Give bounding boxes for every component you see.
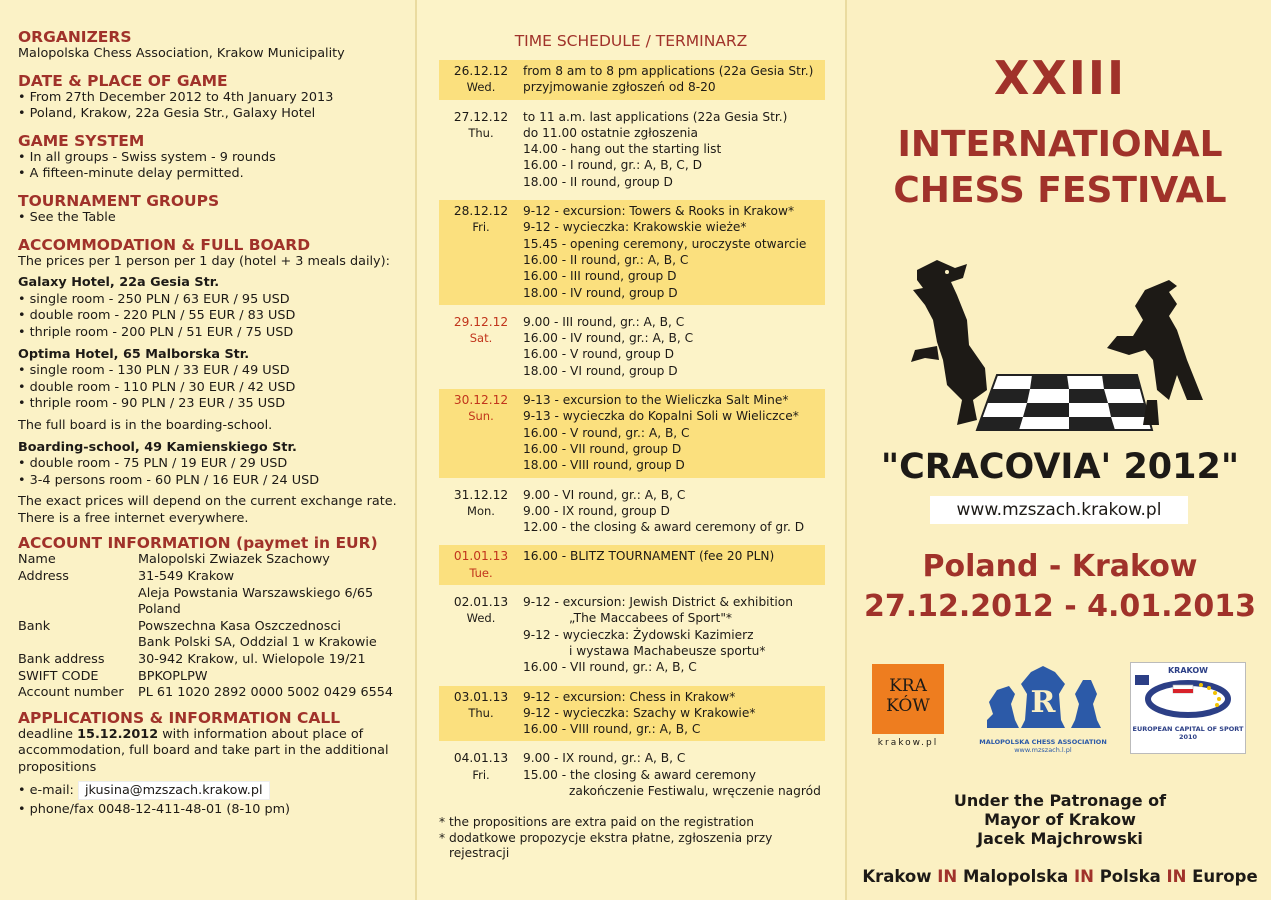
account-table (18, 552, 397, 701)
dates-text: 27.12.2012 - 4.01.2013 (863, 589, 1257, 624)
email-link[interactable]: jkusina@mzszach.krakow.pl (78, 781, 270, 800)
schedule-list (417, 60, 845, 803)
account-value: Powszechna Kasa Oszczednosci Bank Polski SA, Oddzial 1 w Krakowie (138, 618, 377, 651)
schedule-day (439, 686, 825, 742)
schedule-events (523, 594, 825, 675)
account-key: Bank (18, 618, 51, 634)
price-item: • double room - 110 PLN / 30 EUR / 42 USD (18, 380, 397, 397)
account-heading: ACCOUNT INFORMATION (paymet in EUR) (18, 534, 378, 553)
chessboard (977, 375, 1152, 430)
dragon-chessboard-illustration (907, 250, 1207, 435)
event-line: 9-13 - excursion to the Wieliczka Salt Mine* (523, 393, 789, 408)
edition-title: "CRACOVIA' 2012" (880, 447, 1240, 487)
website-link[interactable]: www.mzszach.krakow.pl (930, 496, 1188, 524)
schedule-date (439, 594, 523, 675)
event-line: 16.00 - II round, gr.: A, B, C (523, 252, 689, 267)
event-line: 18.00 - IV round, group D (523, 285, 678, 300)
delay-item: • A fifteen-minute delay permitted. (18, 166, 397, 183)
account-key: Address (18, 569, 69, 585)
european-capital-of-sport-logo: KRAKOW EUROPEAN CAPITAL OF SPORT 2010 (1130, 662, 1246, 754)
date-place-heading: DATE & PLACE OF GAME (18, 71, 228, 90)
weekday-value: Fri. (472, 220, 490, 235)
eu-stars-emblem (1131, 675, 1245, 721)
price-item: • thriple room - 200 PLN / 51 EUR / 75 USD (18, 325, 397, 342)
date-value: 04.01.13 (453, 751, 509, 766)
applications-heading: APPLICATIONS & INFORMATION CALL (18, 708, 341, 727)
account-key: Bank address (18, 652, 105, 668)
schedule-events (523, 314, 825, 379)
festival-number: XXIII (993, 51, 1127, 105)
account-section (18, 534, 397, 701)
accommodation-intro: The prices per 1 person per 1 day (hotel + 3 meals daily): (18, 253, 390, 269)
schedule-title: TIME SCHEDULE / TERMINARZ (514, 32, 748, 50)
price-item: • double room - 75 PLN / 19 EUR / 29 USD (18, 456, 397, 473)
schedule-date (439, 314, 523, 379)
price-item: • thriple room - 90 PLN / 23 EUR / 35 USD (18, 396, 397, 413)
account-value: 31-549 Krakow Aleja Powstania Warszawskiego 6/65 Poland (138, 569, 374, 618)
applications-section (18, 709, 397, 819)
chess-association-logo: R MALOPOLSKA CHESS ASSOCIATION www.mzszach.l.pl (975, 664, 1111, 752)
schedule-day (439, 591, 825, 679)
location-text: Poland - Krakow (922, 549, 1198, 584)
schedule-events (523, 392, 825, 473)
motto-word: IN (1073, 867, 1094, 886)
date-place-section (18, 72, 397, 123)
phone-item: • phone/fax 0048-12-411-48-01 (8-10 pm) (18, 802, 397, 819)
schedule-notes (439, 815, 825, 862)
game-system-section (18, 132, 397, 183)
event-line: do 11.00 ostatnie zgłoszenia (523, 125, 699, 140)
date-value: 03.01.13 (453, 689, 509, 704)
motto-word: Krakow (862, 867, 932, 886)
event-line: 18.00 - VI round, group D (523, 363, 678, 378)
schedule-events (523, 689, 825, 738)
date-value: 01.01.13 (453, 549, 509, 564)
groups-item: • See the Table (18, 210, 397, 227)
schedule-events (523, 548, 825, 581)
schedule-day (439, 389, 825, 477)
weekday-value: Wed. (466, 611, 496, 626)
date-value: 31.12.12 (453, 487, 509, 502)
event-line: 15.00 - the closing & award ceremony (523, 767, 756, 782)
event-line: 16.00 - VII round, gr.: A, B, C (523, 660, 697, 675)
motto-word: IN (1166, 867, 1187, 886)
schedule-events (523, 109, 825, 190)
schedule-date (439, 109, 523, 190)
schedule-day (439, 200, 825, 305)
event-line: przyjmowanie zgłoszeń od 8-20 (523, 80, 716, 95)
boarding-school-name: Boarding-school, 49 Kamienskiego Str. (18, 439, 297, 455)
account-key: Name (18, 552, 56, 568)
cover-panel (845, 0, 1271, 900)
schedule-day (439, 311, 825, 383)
weekday-value: Tue. (469, 565, 493, 580)
event-line: zakończenie Festiwalu, wręczenie nagród (569, 783, 821, 798)
event-line: 16.00 - V round, gr.: A, B, C (523, 425, 690, 440)
event-line: to 11 a.m. last applications (22a Gesia Str.) (523, 109, 788, 124)
info-panel (0, 0, 415, 900)
account-value: 30-942 Krakow, ul. Wielopole 19/21 (138, 652, 366, 668)
accommodation-heading: ACCOMMODATION & FULL BOARD (18, 235, 311, 254)
event-line: 16.00 - V round, group D (523, 347, 675, 362)
date-value: 28.12.12 (453, 204, 509, 219)
festival-title-line2: CHESS FESTIVAL (893, 170, 1227, 211)
event-line: 18.00 - VIII round, group D (523, 458, 685, 473)
event-line: 16.00 - BLITZ TOURNAMENT (fee 20 PLN) (523, 549, 775, 564)
account-value: PL 61 1020 2892 0000 5002 0429 6554 (138, 685, 394, 701)
event-line: „The Maccabees of Sport"* (569, 611, 733, 626)
schedule-events (523, 750, 825, 799)
event-line: 9-12 - wycieczka: Krakowskie wieże* (523, 220, 747, 235)
weekday-value: Fri. (472, 767, 490, 782)
motto-word: Polska (1099, 867, 1161, 886)
note-pl: * dodatkowe propozycje ekstra płatne, zgłoszenia przy rejestracji (439, 830, 773, 861)
event-line: 16.00 - III round, group D (523, 269, 677, 284)
fullboard-note: The full board is in the boarding-school. (18, 417, 273, 433)
date-value: 27.12.12 (453, 109, 509, 124)
svg-text:R: R (1030, 685, 1056, 720)
motto-word: Malopolska (962, 867, 1069, 886)
account-key: Account number (18, 685, 124, 701)
event-line: 9-12 - excursion: Chess in Krakow* (523, 689, 736, 704)
schedule-day (439, 747, 825, 803)
weekday-value: Thu. (468, 125, 494, 140)
event-line: 16.00 - VII round, group D (523, 441, 682, 456)
weekday-value: Mon. (467, 503, 495, 518)
schedule-day (439, 545, 825, 585)
schedule-day (439, 60, 825, 100)
note-en: * the propositions are extra paid on the registration (439, 815, 754, 830)
organizers-text: Malopolska Chess Association, Krakow Municipality (18, 46, 345, 61)
event-line: i wystawa Machabeusze sportu* (569, 643, 766, 658)
schedule-events (523, 487, 825, 536)
price-item: • single room - 130 PLN / 33 EUR / 49 USD (18, 363, 397, 380)
event-line: 9-13 - wycieczka do Kopalni Soli w Wieliczce* (523, 409, 799, 424)
account-value: Malopolski Zwiazek Szachowy (138, 552, 330, 568)
accommodation-section (18, 236, 397, 528)
motto-word: Europe (1192, 867, 1258, 886)
schedule-date (439, 548, 523, 581)
organizers-heading: ORGANIZERS (18, 28, 132, 46)
account-value: BPKOPLPW (138, 668, 208, 684)
event-line: 12.00 - the closing & award ceremony of gr. D (523, 520, 805, 535)
email-item: • e-mail: jkusina@mzszach.krakow.pl (18, 783, 397, 800)
price-item: • single room - 250 PLN / 63 EUR / 95 USD (18, 292, 397, 309)
deadline-text: deadline 15.12.2012 with information about place of accommodation, full board and take part in the additional propositions (18, 726, 389, 775)
place-item: • Poland, Krakow, 22a Gesia Str., Galaxy Hotel (18, 106, 397, 123)
price-item: • 3-4 persons room - 60 PLN / 16 EUR / 24 USD (18, 473, 397, 490)
schedule-date (439, 203, 523, 301)
event-line: from 8 am to 8 pm applications (22a Gesia Str.) (523, 64, 814, 78)
event-line: 9.00 - IX round, gr.: A, B, C (523, 751, 686, 766)
schedule-date (439, 63, 523, 96)
event-line: 16.00 - IV round, gr.: A, B, C (523, 331, 694, 346)
exchange-note: The exact prices will depend on the current exchange rate. There is a free internet everywhere. (18, 494, 397, 526)
weekday-value: Wed. (466, 80, 496, 95)
groups-heading: TOURNAMENT GROUPS (18, 191, 220, 210)
festival-title-line1: INTERNATIONAL (897, 124, 1223, 165)
schedule-panel (415, 0, 845, 900)
date-value: 29.12.12 (453, 314, 509, 329)
schedule-events (523, 63, 825, 96)
groups-section (18, 192, 397, 227)
dragon-left (911, 260, 987, 425)
weekday-value: Sun. (468, 409, 494, 424)
patronage-line: Mayor of Krakow (984, 810, 1136, 829)
date-item: • From 27th December 2012 to 4th January 2013 (18, 90, 397, 107)
event-line: 18.00 - II round, group D (523, 174, 673, 189)
schedule-day (439, 484, 825, 540)
weekday-value: Sat. (469, 331, 493, 346)
account-key: SWIFT CODE (18, 668, 99, 684)
schedule-events (523, 203, 825, 301)
patronage-line: Under the Patronage of (953, 791, 1167, 810)
schedule-date (439, 392, 523, 473)
date-value: 26.12.12 (453, 64, 509, 78)
date-value: 30.12.12 (453, 393, 509, 408)
event-line: 9-12 - excursion: Jewish District & exhibition (523, 595, 793, 610)
date-value: 02.01.13 (453, 595, 509, 610)
schedule-date (439, 750, 523, 799)
chess-pieces-emblem (975, 664, 1111, 732)
event-line: 9-12 - wycieczka: Szachy w Krakowie* (523, 705, 756, 720)
weekday-value: Thu. (468, 705, 494, 720)
system-item: • In all groups - Swiss system - 9 rounds (18, 150, 397, 167)
event-line: 9-12 - wycieczka: Żydowski Kazimierz (523, 627, 754, 642)
event-line: 9.00 - III round, gr.: A, B, C (523, 314, 685, 329)
event-line: 9.00 - IX round, group D (523, 503, 670, 518)
motto-word: IN (937, 867, 958, 886)
galaxy-hotel-name: Galaxy Hotel, 22a Gesia Str. (18, 275, 220, 291)
event-line: 9.00 - VI round, gr.: A, B, C (523, 487, 686, 502)
patronage-line: Jacek Majchrowski (977, 829, 1143, 848)
event-line: 9-12 - excursion: Towers & Rooks in Krakow* (523, 204, 795, 219)
event-line: 15.45 - opening ceremony, uroczyste otwarcie (523, 236, 807, 251)
krakow-logo: KRA KÓW krakow.pl (869, 664, 947, 752)
event-line: 16.00 - VIII round, gr.: A, B, C (523, 722, 701, 737)
game-system-heading: GAME SYSTEM (18, 131, 145, 150)
organizers-section (18, 28, 397, 63)
motto-line (847, 866, 1271, 888)
price-item: • double room - 220 PLN / 55 EUR / 83 USD (18, 308, 397, 325)
optima-hotel-name: Optima Hotel, 65 Malborska Str. (18, 346, 250, 362)
schedule-date (439, 487, 523, 536)
event-line: 16.00 - I round, gr.: A, B, C, D (523, 158, 702, 173)
schedule-day (439, 106, 825, 194)
schedule-date (439, 689, 523, 738)
event-line: 14.00 - hang out the starting list (523, 142, 722, 157)
patronage-block (847, 791, 1271, 848)
